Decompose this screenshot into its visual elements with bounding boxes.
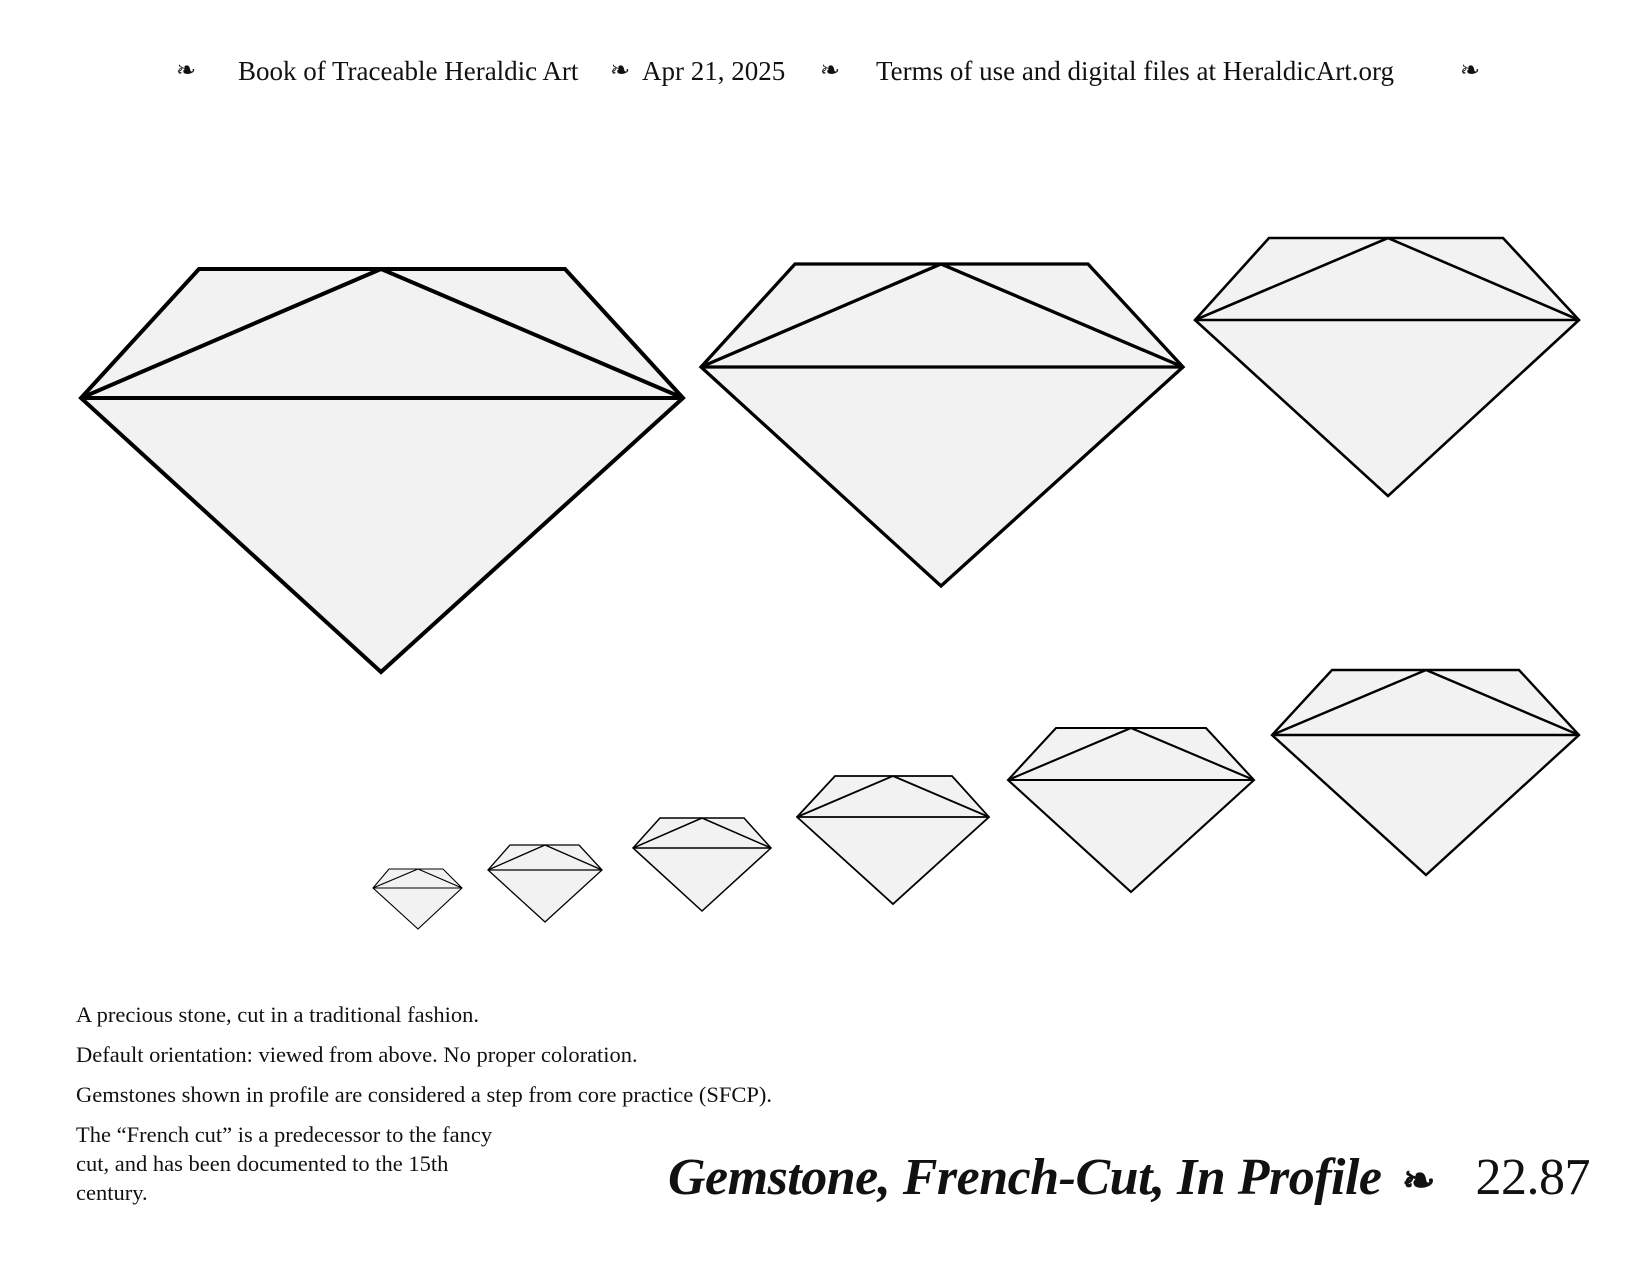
note-text: Gemstones shown in profile are considered a step from core practice (SFCP). [76,1082,773,1107]
gemstone-icon [701,264,1183,586]
fleuron-icon: ❧ [176,58,197,84]
gemstone-icon [1195,238,1579,496]
gemstone-icon [1272,670,1579,875]
gemstone-icon [373,869,462,929]
note-text: A precious stone, cut in a traditional fashion. [76,1002,480,1027]
note-text: Default orientation: viewed from above. No proper coloration. [76,1042,638,1067]
gemstone-icon [1008,728,1254,892]
header-date: Apr 21, 2025 [642,56,786,86]
fleuron-icon: ❧ [610,58,631,84]
title-number: 22.87 [1475,1149,1590,1206]
gemstone-icon [633,818,771,911]
gemstone-icon [797,776,989,904]
title-name: Gemstone, French-Cut, In Profile [667,1149,1382,1206]
gemstone-icon [81,269,683,672]
fleuron-icon: ❧ [1460,58,1481,84]
book-title: Book of Traceable Heraldic Art [238,56,579,86]
terms-of-use: Terms of use and digital files at HeraldicArt.org [876,56,1394,86]
page-title [668,1148,1590,1207]
gemstone-icon [488,845,602,922]
fleuron-icon: ❧ [1401,1158,1435,1203]
note-text: The “French cut” is a predecessor to the fancy cut, and has been documented to the 15th century. [76,1122,493,1205]
fleuron-icon: ❧ [820,58,841,84]
